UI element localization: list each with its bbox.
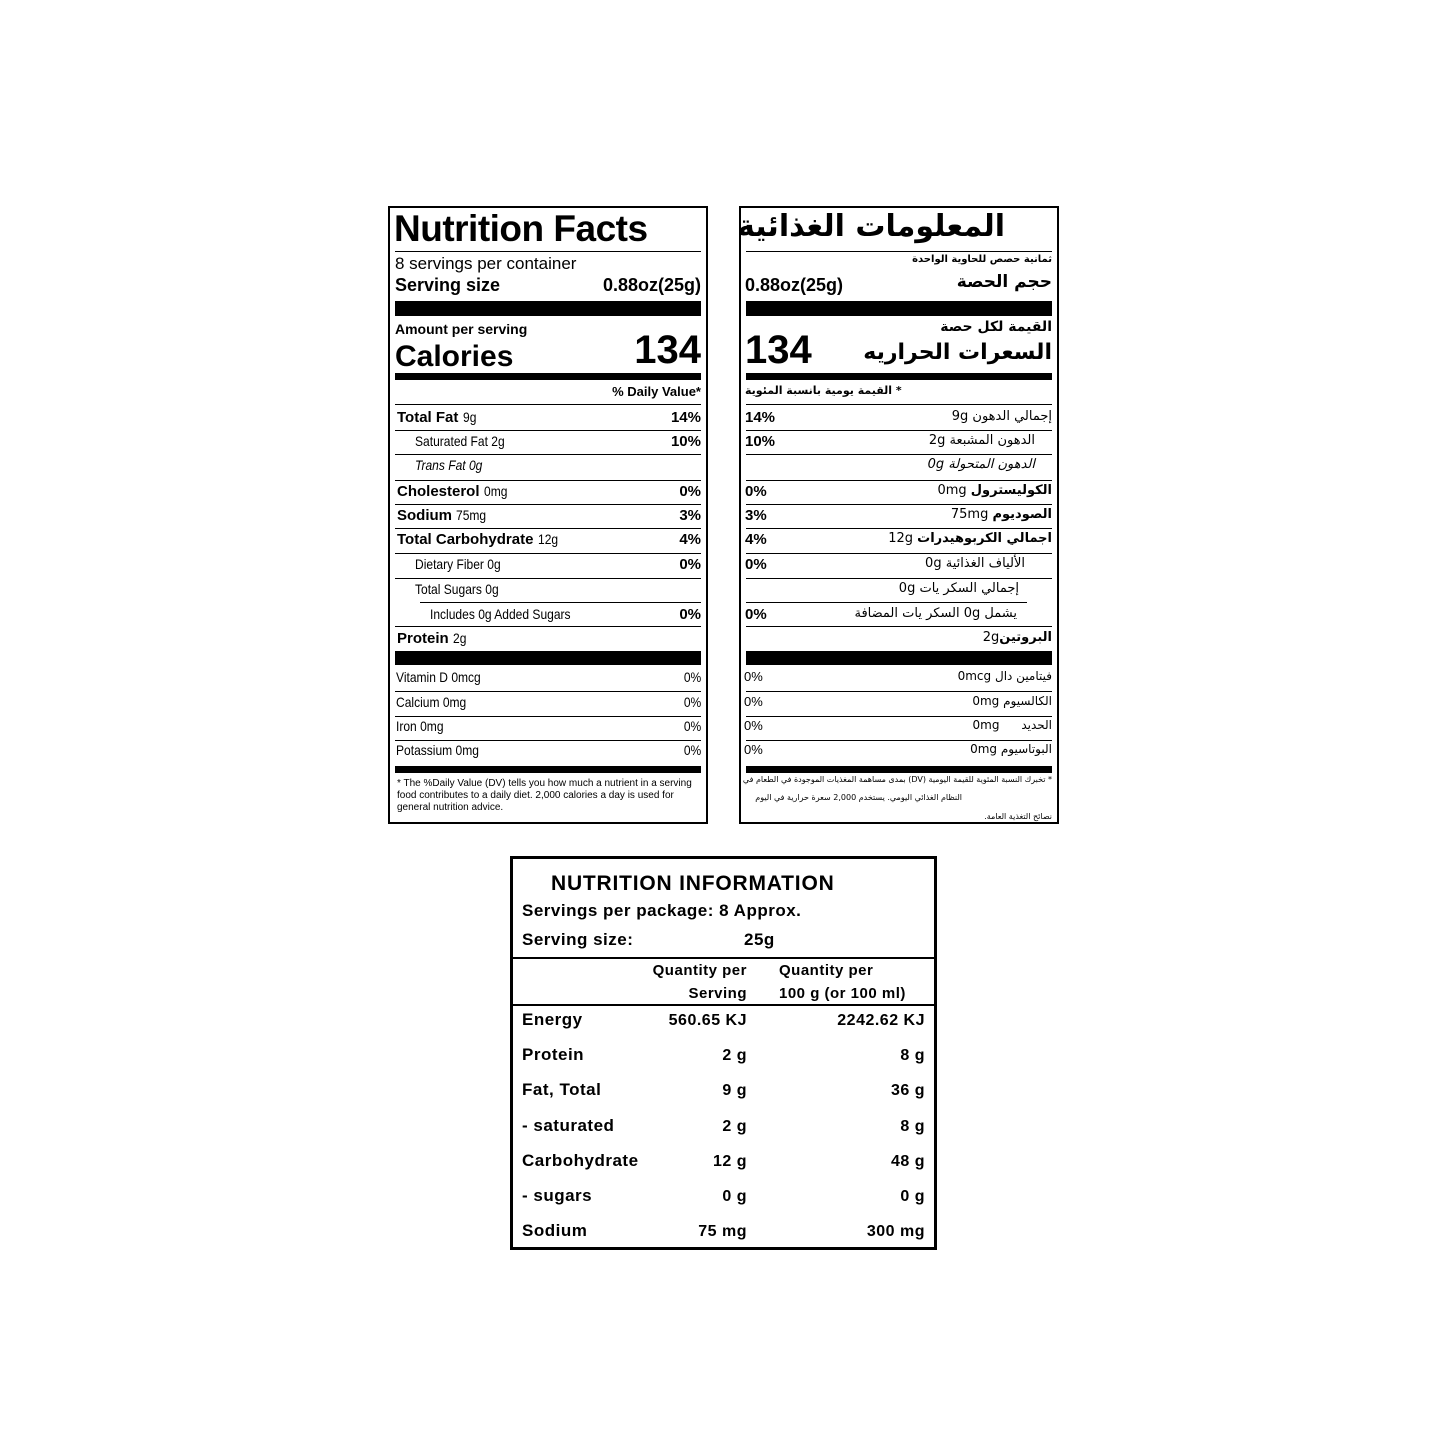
nutrient-amount: 75mg (456, 507, 487, 523)
vitamin-name: الكالسيوم (1003, 694, 1052, 708)
vitamin-amount: 0mg (972, 694, 1000, 708)
vitamin-dv: 0% (744, 718, 763, 733)
nutrient-row-saturated-fat: Saturated Fat 2g (415, 433, 505, 449)
nutrient-name: الدهون المتحولة (948, 457, 1035, 472)
nutrition-facts-title-ar: المعلومات الغذائية (737, 209, 1005, 244)
nutrient-amount: 0mg (483, 483, 508, 499)
vitamin-amount: 0mg (972, 718, 1000, 732)
nutrient-dv: 0% (679, 556, 701, 573)
amount-per-serving-ar: القيمة لكل حصة (940, 319, 1052, 335)
nutrient-name: إجمالي السكر يات (919, 581, 1019, 596)
nutrient-dv: 4% (745, 531, 767, 548)
vitamin-amount: 0mg (970, 742, 998, 756)
nutrient-name: Cholesterol (397, 483, 480, 500)
nutrient-row-cholesterol (397, 484, 511, 499)
serving-size-label-ar: حجم الحصة (956, 272, 1052, 292)
nutrient-row-total-fat-ar (952, 410, 1052, 423)
vitamin-row-vitamin-d: Vitamin D 0mcg (396, 669, 481, 685)
vitamin-dv: 0% (683, 694, 701, 710)
nutrient-amount: 2g (928, 433, 946, 448)
calories-value: 134 (634, 328, 701, 372)
vitamin-name: فيتامين دال (994, 669, 1052, 683)
nutrient-dv: 0% (745, 556, 767, 573)
info-row-protein: Protein (522, 1045, 585, 1064)
vitamin-row-potassium: Potassium 0mg (396, 742, 479, 758)
nutrient-name: الكوليسترول (970, 483, 1052, 498)
info-value-per-serving: 2 g (722, 1118, 747, 1135)
servings-per-package: Servings per package: 8 Approx. (522, 901, 802, 920)
nutrient-dv: 0% (679, 606, 701, 623)
nutrient-row-sodium-ar (951, 508, 1052, 521)
serving-size-label: Serving size: (522, 930, 634, 949)
info-value-per-100: 300 mg (866, 1223, 925, 1240)
nutrient-dv: 3% (679, 507, 701, 524)
info-value-per-100: 8 g (900, 1047, 925, 1064)
nutrient-dv: 3% (745, 507, 767, 524)
nutrient-dv: 14% (670, 409, 701, 426)
info-row-energy: Energy (522, 1010, 583, 1029)
nutrient-amount: 12g (888, 531, 914, 546)
nutrient-row-trans-fat-ar (928, 458, 1035, 471)
info-value-per-serving: 12 g (712, 1153, 747, 1170)
nutrient-amount: 2g (982, 630, 1000, 645)
nutrient-amount: 2g (452, 630, 467, 646)
nutrient-row-total-sugars: Total Sugars 0g (415, 581, 499, 597)
vitamin-dv: 0% (683, 669, 701, 685)
nutrient-dv: 0% (745, 606, 767, 623)
nutrient-row-cholesterol-ar (937, 484, 1052, 497)
nutrient-dv: 14% (745, 409, 776, 426)
nutrient-name: اجمالي الكربوهيدرات (917, 531, 1052, 546)
info-value-per-serving: 75 mg (698, 1223, 747, 1240)
nutrient-name: الألياف الغذائية (945, 556, 1025, 571)
info-value-per-serving: 560.65 KJ (668, 1012, 747, 1029)
nutrient-row-trans-fat: Trans Fat 0g (415, 457, 483, 473)
column-header-per-100-1: Quantity per (779, 962, 874, 979)
nutrient-name: Protein (397, 630, 449, 647)
info-row-carbohydrate: Carbohydrate (522, 1151, 639, 1170)
nutrient-row-added-sugars: Includes 0g Added Sugars (430, 606, 571, 622)
nutrient-row-saturated-fat-ar (929, 434, 1035, 447)
daily-value-header: % Daily Value* (612, 384, 701, 399)
nutrient-row-total-sugars-ar (899, 582, 1019, 595)
nutrient-amount: 0g (925, 556, 942, 571)
vitamin-name: الحديد (1021, 718, 1052, 732)
nutrient-row-dietary-fiber: Dietary Fiber 0g (415, 556, 501, 572)
nutrient-amount: 9g (462, 409, 476, 425)
nutrient-amount: 0mg (937, 483, 967, 498)
info-value-per-serving: 9 g (722, 1082, 747, 1099)
nutrient-amount: 12g (537, 531, 558, 547)
vitamin-name: البوتاسيوم (1000, 742, 1052, 756)
vitamin-dv: 0% (744, 742, 763, 757)
vitamin-dv: 0% (683, 718, 701, 734)
info-value-per-serving: 0 g (722, 1188, 747, 1205)
nutrient-name: الدهون المشبعة (949, 433, 1035, 448)
nutrient-dv: 4% (679, 531, 701, 548)
vitamin-amount: 0mcg (957, 669, 992, 683)
nutrient-name: الصوديوم (992, 507, 1052, 522)
nutrient-row-total-carbohydrate-ar (888, 532, 1052, 545)
nutrient-name: البروتين (999, 630, 1052, 645)
daily-value-footnote-ar-1: * تخبرك النسبة المئوية للقيمة اليومية (DV) بمدى مساهمة المغذيات الموجودة في الطعام في (742, 775, 1052, 784)
nutrient-amount: 0g (898, 581, 916, 596)
vitamin-dv: 0% (683, 742, 701, 758)
info-value-per-100: 0 g (900, 1188, 925, 1205)
nutrition-facts-panel-ar (739, 206, 1059, 824)
nutrient-row-added-sugars-ar: يشمل 0g السكر يات المضافة (854, 606, 1017, 621)
column-header-per-100-2: 100 g (or 100 ml) (779, 985, 906, 1002)
servings-per-container: 8 servings per container (395, 254, 577, 273)
info-value-per-100: 2242.62 KJ (837, 1012, 925, 1029)
daily-value-footnote-ar-3: نصائح التغذية العامة. (984, 812, 1052, 821)
nutrient-row-dietary-fiber-ar (925, 557, 1025, 570)
nutrient-row-total-carbohydrate (397, 532, 561, 547)
servings-per-container-ar: ثمانية حصص للحاوية الواحدة (912, 254, 1052, 265)
nutrient-name: إجمالي الدهون (972, 409, 1052, 424)
nutrient-name: Total Carbohydrate (397, 531, 534, 548)
daily-value-footnote: * The %Daily Value (DV) tells you how much a nutrient in a serving food contributes to a daily diet. 2,000 calories a day is used for general nutrition advice. (397, 778, 692, 813)
info-row-sugars: - sugars (522, 1186, 593, 1205)
nutrition-facts-panel-en (388, 206, 708, 824)
vitamin-dv: 0% (744, 694, 763, 709)
serving-size-label: Serving size (395, 275, 501, 295)
vitamin-row-vitamin-d-ar (958, 670, 1052, 682)
nutrient-dv: 0% (679, 483, 701, 500)
serving-size-value: 0.88oz(25g) (602, 275, 701, 295)
nutrient-amount: 9g (951, 409, 969, 424)
amount-per-serving: Amount per serving (395, 321, 528, 337)
nutrient-row-sodium (397, 508, 491, 523)
calories-label-ar: السعرات الحراريه (863, 340, 1052, 365)
nutrition-facts-title: Nutrition Facts (394, 208, 648, 249)
info-value-per-100: 36 g (890, 1082, 925, 1099)
info-row-saturated: - saturated (522, 1116, 615, 1135)
nutrient-dv: 10% (745, 433, 776, 450)
vitamin-row-iron: Iron 0mg (396, 718, 444, 734)
nutrient-row-protein (397, 631, 468, 646)
vitamin-row-calcium: Calcium 0mg (396, 694, 467, 710)
nutrient-amount: 0g (927, 457, 945, 472)
info-value-per-serving: 2 g (722, 1047, 747, 1064)
nutrient-amount: 75mg (950, 507, 989, 522)
nutrient-dv: 10% (670, 433, 701, 450)
info-row-fat-total: Fat, Total (522, 1080, 602, 1099)
vitamin-row-iron-ar (973, 719, 1052, 731)
nutrition-information-title: NUTRITION INFORMATION (551, 872, 835, 895)
nutrient-name: Sodium (397, 507, 452, 524)
info-value-per-100: 8 g (900, 1118, 925, 1135)
daily-value-footnote-ar-2: النظام الغذائي اليومي. يستخدم 2,000 سعرة حرارية في اليوم (755, 793, 962, 802)
info-value-per-100: 48 g (890, 1153, 925, 1170)
serving-size-value-ar: 0.88oz(25g) (745, 275, 844, 295)
daily-value-header-ar: * القيمة يومية بانسبة المئوية (745, 384, 902, 397)
vitamin-dv: 0% (744, 669, 763, 684)
vitamin-row-potassium-ar (970, 743, 1052, 755)
column-header-per-serving-2: Serving (688, 985, 747, 1002)
column-header-per-serving-1: Quantity per (652, 962, 747, 979)
calories-label: Calories (395, 340, 514, 373)
serving-size-value: 25g (744, 930, 775, 949)
calories-value-ar: 134 (745, 328, 812, 372)
nutrient-row-protein-ar (983, 631, 1052, 644)
nutrient-name: Total Fat (397, 409, 459, 426)
nutrient-dv: 0% (745, 483, 767, 500)
info-row-sodium: Sodium (522, 1221, 588, 1240)
nutrient-row-total-fat (397, 410, 478, 425)
vitamin-row-calcium-ar (972, 695, 1052, 707)
nutrition-information-panel (510, 856, 937, 1250)
